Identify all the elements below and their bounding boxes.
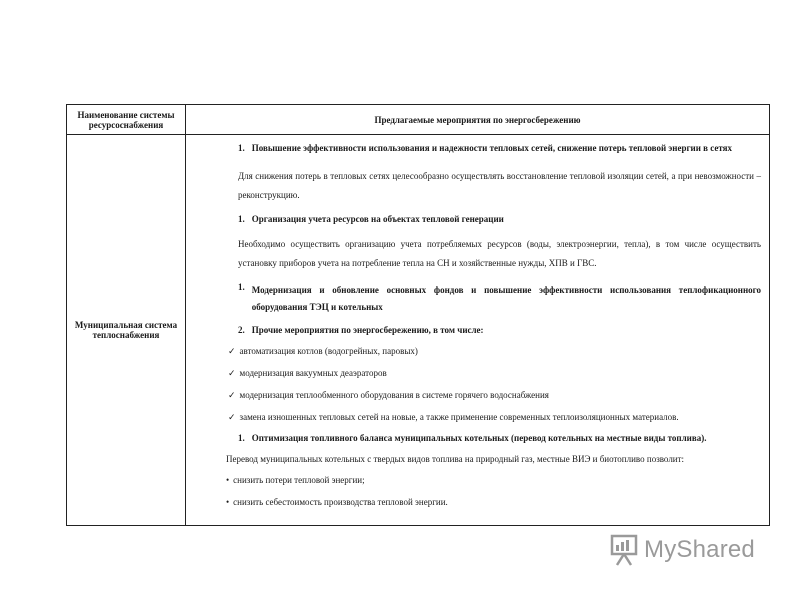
checkmark-icon: ✓ bbox=[228, 412, 236, 422]
bullet-item: • снизить потери тепловой энергии; bbox=[226, 475, 365, 485]
check-item: ✓ замена изношенных тепловых сетей на новые, а также применение современных теплоизоляционных материалов. bbox=[228, 412, 679, 422]
bullet-item: • снизить себестоимость производства тепловой энергии. bbox=[226, 497, 448, 507]
presentation-board-icon bbox=[610, 533, 638, 567]
measure-1-title-text: Повышение эффективности использования и надежности тепловых сетей, снижение потерь тепловой энергии в сетях bbox=[251, 143, 733, 153]
checkmark-icon: ✓ bbox=[228, 390, 236, 400]
bullet-dot-icon: • bbox=[226, 475, 230, 485]
measure-2-title: 1. Организация учета ресурсов на объектах тепловой генерации bbox=[238, 214, 761, 225]
check-item: ✓ автоматизация котлов (водогрейных, паровых) bbox=[228, 346, 418, 356]
measure-4-title-text: Прочие мероприятия по энергосбережению, в том числе: bbox=[251, 325, 484, 335]
measure-2-text: Необходимо осуществить организацию учета потребляемых ресурсов (воды, электроэнергии, тепла), в том числе осуществить установку приборов учета на потребление тепла на СН и хозяйственные нужды, ХПВ и ГВС. bbox=[238, 239, 761, 268]
table-header-row bbox=[67, 105, 770, 135]
header-measures: Предлагаемые мероприятия по энергосбережению bbox=[186, 105, 770, 135]
measure-1-text: Для снижения потерь в тепловых сетях целесообразно осуществлять восстановление тепловой изоляции сетей, а при невозможности – реконструкцию. bbox=[238, 171, 761, 200]
measures-table bbox=[66, 104, 770, 526]
measure-5-title: 1. Оптимизация топливного баланса муниципальных котельных (перевод котельных на местные виды топлива). bbox=[238, 433, 761, 444]
measures-cell bbox=[186, 135, 770, 526]
watermark-text: MyShared bbox=[644, 536, 755, 563]
measure-3-title-text: Модернизация и обновление основных фондов и повышение эффективности использования теплофикационного оборудования ТЭЦ и котельных bbox=[251, 285, 761, 312]
system-name-cell: Муниципальная система теплоснабжения bbox=[67, 135, 186, 526]
check-item: ✓ модернизация теплообменного оборудования в системе горячего водоснабжения bbox=[228, 390, 549, 400]
bullet-dot-icon: • bbox=[226, 497, 230, 507]
check-item: ✓ модернизация вакуумных деаэраторов bbox=[228, 368, 387, 378]
measure-5-title-text: Оптимизация топливного баланса муниципальных котельных (перевод котельных на местные виды топлива). bbox=[251, 433, 707, 443]
measure-1-title: 1. Повышение эффективности использования и надежности тепловых сетей, снижение потерь тепловой энергии в сетях bbox=[238, 143, 761, 158]
measure-5-text: Перевод муниципальных котельных с твердых видов топлива на природный газ, местные ВИЭ и биотопливо позволит: bbox=[226, 454, 685, 464]
table-row bbox=[67, 135, 770, 526]
checkmark-icon: ✓ bbox=[228, 368, 236, 378]
header-system-name: Наименование системы ресурсоснабжения bbox=[67, 105, 186, 135]
measure-2-title-text: Организация учета ресурсов на объектах тепловой генерации bbox=[251, 214, 504, 224]
watermark-logo bbox=[610, 533, 755, 567]
checkmark-icon: ✓ bbox=[228, 346, 236, 356]
measure-3-title: 1. Модернизация и обновление основных фондов и повышение эффективности использования теплофикационного оборудования ТЭЦ и котельных bbox=[238, 282, 761, 316]
measure-4-title: 2. Прочие мероприятия по энергосбережению, в том числе: bbox=[238, 325, 761, 336]
